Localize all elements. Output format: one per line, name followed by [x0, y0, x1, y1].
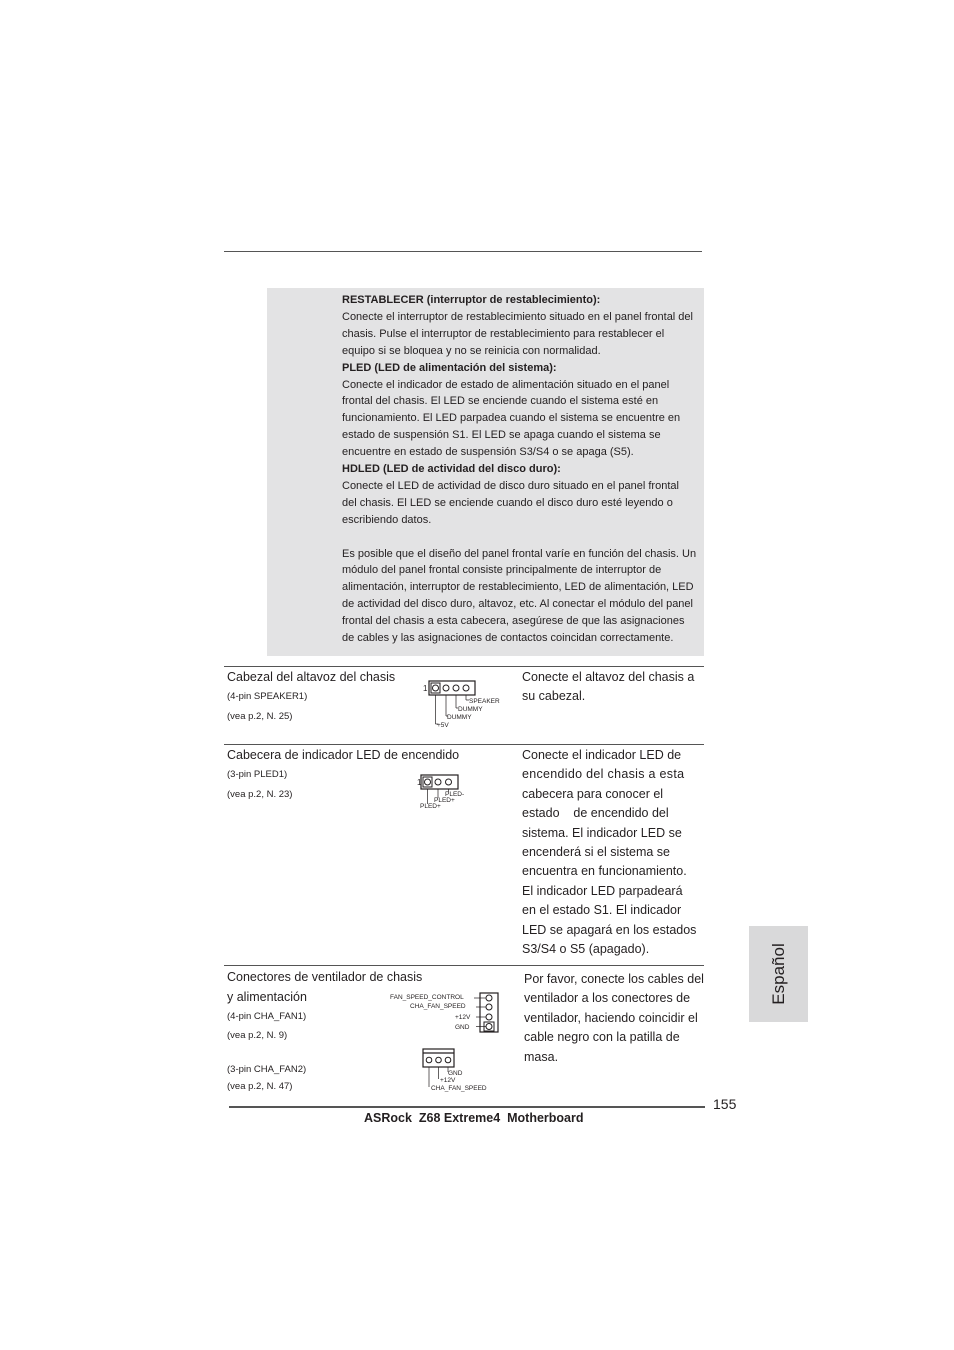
hdled-line: del chasis. El LED se enciende cuando el disco duro esté leyendo o	[342, 496, 673, 509]
pled-description	[522, 746, 696, 959]
page-number: 155	[713, 1096, 737, 1112]
note-line: de cables y las asignaciones de contactos coincidan correctamente.	[342, 632, 674, 645]
language-side-tab	[749, 926, 808, 1022]
pled-section-title: Cabecera de indicador LED de encendido	[227, 748, 460, 762]
fan2-pin-label: +12V	[440, 1077, 456, 1084]
pin-one-label: 1	[417, 778, 422, 787]
pled-ref: (vea p.2, N. 23)	[227, 789, 293, 800]
front-panel-info-text	[342, 292, 704, 647]
speaker-pin-label: DUMMY	[447, 714, 472, 721]
pled-desc-line: El indicador LED parpadeará	[522, 883, 683, 898]
speaker-pin: (4-pin SPEAKER1)	[227, 691, 308, 702]
pled-pin-label: PLED-	[445, 791, 465, 798]
pled-desc-line: en el estado S1. El indicador	[522, 903, 682, 918]
pin-one-label: 1	[423, 684, 428, 693]
reset-line: equipo si se bloquea y no se reinicia con normalidad.	[342, 344, 601, 357]
fan1-ref: (vea p.2, N. 9)	[227, 1030, 288, 1041]
pled-desc-line: Conecte el indicador LED de	[522, 748, 682, 762]
speaker-desc-line: Conecte el altavoz del chasis a	[522, 670, 695, 684]
hdled-line: escribiendo datos.	[342, 513, 432, 526]
note-line: módulo del panel frontal consiste principalmente de interruptor de	[342, 564, 662, 577]
fan-title-line2: y alimentación	[227, 990, 307, 1004]
pled-line: Conecte el indicador de estado de alimentación situado en el panel	[342, 378, 670, 391]
speaker-description	[522, 668, 694, 707]
pled-pin-label: PLED+	[420, 803, 441, 810]
fan1-pin-label: CHA_FAN_SPEED	[410, 1003, 466, 1010]
pled-desc-line: encenderá si el sistema se	[522, 845, 670, 860]
reset-line: chasis. Pulse el interruptor de restablecimiento para restablecer el	[342, 327, 665, 340]
pled-header-diagram	[414, 772, 474, 812]
fan2-ref: (vea p.2, N. 47)	[227, 1081, 293, 1092]
pled-title: PLED (LED de alimentación del sistema):	[342, 361, 557, 374]
cha-fan2-diagram	[420, 1046, 500, 1094]
fan2-pin-label: GND	[448, 1070, 463, 1077]
reset-title: RESTABLECER (interruptor de restablecimiento):	[342, 294, 601, 306]
pled-desc-line: S3/S4 o S5 (apagado).	[522, 942, 650, 957]
fan-desc-line: Por favor, conecte los cables del	[524, 972, 704, 986]
pled-desc-line: sistema. El indicador LED se	[522, 825, 682, 840]
hdled-title: HDLED (LED de actividad del disco duro):	[342, 463, 561, 476]
note-line: alimentación, interruptor de restablecimiento, LED de alimentación, LED	[342, 581, 694, 594]
speaker-pin-label: +5V	[437, 722, 449, 729]
product-name: ASRock Z68 Extreme4 Motherboard	[364, 1111, 584, 1125]
footer-rule	[229, 1106, 705, 1108]
speaker-pin-label: DUMMY	[458, 706, 483, 713]
speaker-title: Cabezal del altavoz del chasis	[227, 670, 396, 684]
pled-line: estado de suspensión S1. El LED se apaga cuando el sistema se	[342, 429, 661, 442]
fan2-pin: (3-pin CHA_FAN2)	[227, 1064, 307, 1075]
fan-desc-line: masa.	[524, 1049, 559, 1064]
top-rule	[224, 251, 702, 252]
fan-title-line1: Conectores de ventilador de chasis	[227, 970, 423, 984]
hdled-line: Conecte el LED de actividad de disco duro situado en el panel frontal	[342, 479, 679, 492]
cha-fan1-diagram	[388, 990, 503, 1034]
fan-desc-line: ventilador, haciendo coincidir el	[524, 1010, 698, 1025]
note-line: Es posible que el diseño del panel frontal varíe en función del chasis. Un	[342, 547, 697, 560]
fan1-pin-label: FAN_SPEED_CONTROL	[390, 994, 464, 1001]
pled-line: encuentre en estado de suspensión S3/S4 o se apaga (S5).	[342, 446, 634, 459]
note-line: frontal del chasis a esta cabecera, asegúrese de que las asignaciones	[342, 615, 685, 628]
pled-line: funcionamiento. El LED parpadea cuando el sistema se encuentre en	[342, 412, 681, 425]
fan1-pin: (4-pin CHA_FAN1)	[227, 1011, 307, 1022]
section-rule	[224, 965, 704, 966]
speaker-header-diagram	[420, 678, 506, 730]
speaker-ref: (vea p.2, N. 25)	[227, 711, 293, 722]
pled-desc-line: encendido del chasis a esta	[522, 767, 685, 782]
fan-desc-line: cable negro con la patilla de	[524, 1030, 680, 1045]
section-rule	[224, 666, 704, 667]
pled-desc-line: cabecera para conocer el	[522, 786, 664, 801]
language-label: Español	[768, 943, 788, 1005]
section-rule	[224, 744, 704, 745]
fan1-pin-label: +12V	[455, 1014, 471, 1021]
pled-desc-line: LED se apagará en los estados	[522, 922, 697, 937]
fan1-pin-label: GND	[455, 1024, 470, 1031]
pled-line: frontal del chasis. El LED se enciende cuando el sistema esté en	[342, 395, 659, 408]
speaker-desc-line: su cabezal.	[522, 689, 586, 704]
fan-desc-line: ventilador a los conectores de	[524, 991, 691, 1006]
pled-desc-line: estado de encendido del	[522, 806, 669, 821]
fan-description	[524, 970, 704, 1067]
pled-pin: (3-pin PLED1)	[227, 769, 288, 780]
reset-line: Conecte el interruptor de restablecimiento situado en el panel frontal del	[342, 310, 693, 323]
pled-pin-label: PLED+	[434, 797, 455, 804]
pled-desc-line: encuentra en funcionamiento.	[522, 864, 687, 879]
speaker-pin-label: SPEAKER	[469, 698, 500, 705]
note-line: de actividad del disco duro, altavoz, etc. Al conectar el módulo del panel	[342, 598, 693, 611]
fan2-pin-label: CHA_FAN_SPEED	[431, 1085, 487, 1092]
